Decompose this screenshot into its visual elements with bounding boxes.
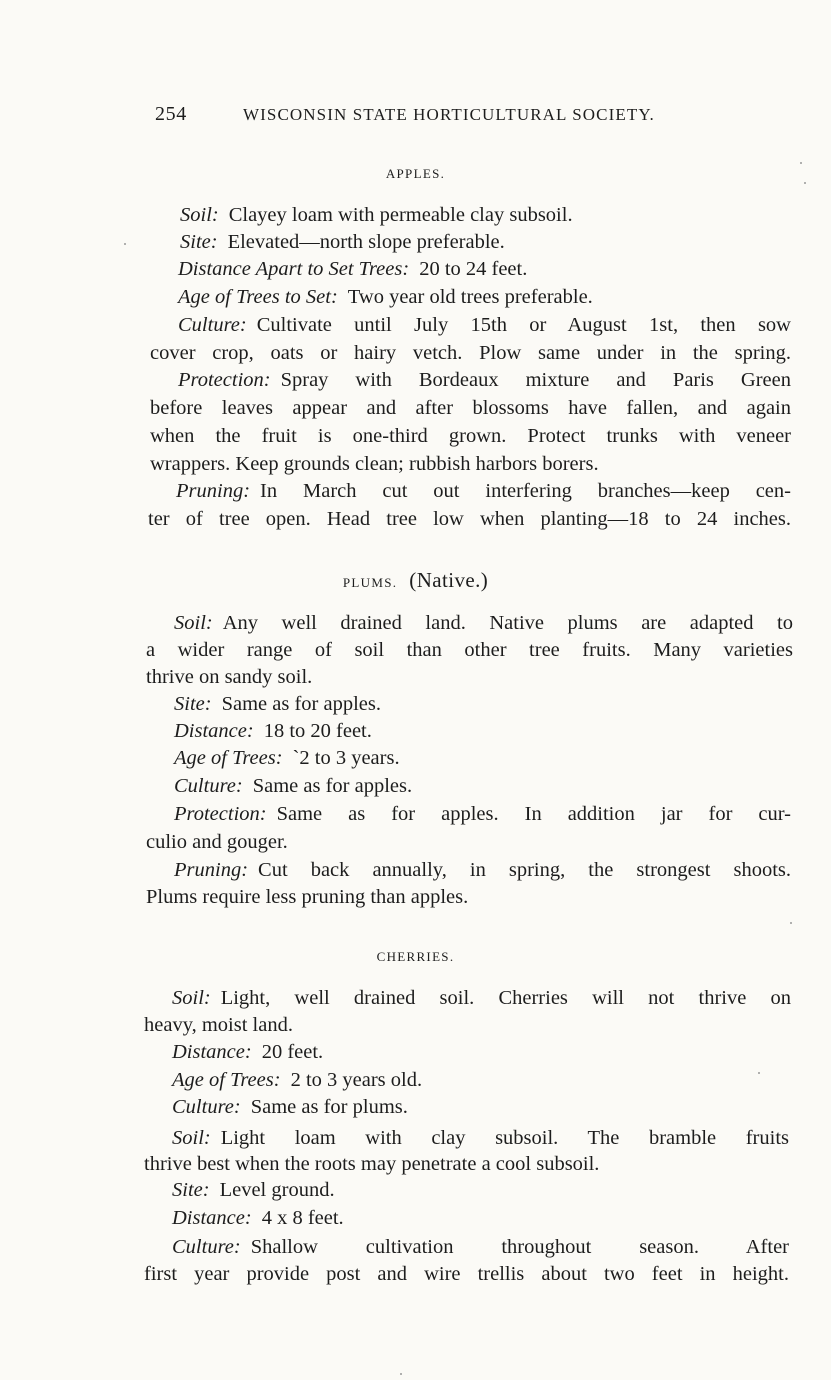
brambles-site	[172, 1177, 335, 1203]
cherries-age-text: 2 to 3 years old.	[290, 1069, 423, 1091]
apples-culture-label: Culture:	[178, 314, 247, 336]
plums-protection-label: Protection:	[174, 803, 267, 825]
plums-soil-line1: Any well drained land. Native plums are adapted to	[222, 612, 793, 634]
apples-culture-line2: cover crop, oats or hairy vetch. Plow same under in the spring.	[150, 342, 791, 364]
cherries-age	[172, 1067, 422, 1093]
brambles-soil-line2: thrive best when the roots may penetrate a cool subsoil.	[144, 1153, 600, 1175]
apples-pruning-label: Pruning:	[176, 480, 251, 502]
plums-pruning	[174, 857, 791, 883]
scan-speck	[800, 162, 802, 164]
apples-culture-line1: Cultivate until July 15th or August 1st, then sow	[256, 314, 791, 336]
apples-site-text: Elevated—north slope preferable.	[227, 231, 505, 253]
scan-speck	[758, 1072, 760, 1074]
apples-soil	[180, 202, 573, 228]
plums-culture-label: Culture:	[174, 775, 243, 797]
apples-age	[178, 284, 593, 310]
plums-site-label: Site:	[174, 693, 212, 715]
apples-pruning-line2: ter of tree open. Head tree low when planting—18 to 24 inches.	[148, 508, 791, 530]
apples-soil-label: Soil:	[180, 204, 219, 226]
apples-distance-text: 20 to 24 feet.	[419, 258, 528, 280]
plums-age	[174, 745, 400, 771]
apples-protection-line1: Spray with Bordeaux mixture and Paris Green	[280, 369, 791, 391]
brambles-distance-label: Distance:	[172, 1207, 252, 1229]
cherries-distance-text: 20 feet.	[261, 1041, 324, 1063]
apples-site	[180, 229, 505, 255]
plums-title: PLUMS.	[342, 575, 398, 590]
plums-soil-line3: thrive on sandy soil.	[146, 666, 313, 688]
scan-speck	[804, 182, 806, 184]
cherries-soil	[172, 985, 791, 1011]
plums-distance	[174, 718, 372, 744]
brambles-distance-text: 4 x 8 feet.	[261, 1207, 344, 1229]
scan-speck	[400, 1373, 402, 1375]
brambles-culture	[172, 1234, 789, 1260]
plums-distance-label: Distance:	[174, 720, 254, 742]
plums-protection-line1: Same as for apples. In addition jar for cur-	[276, 803, 791, 825]
brambles-soil-label: Soil:	[172, 1127, 211, 1149]
plums-protection-line2: culio and gouger.	[146, 831, 288, 853]
plums-protection	[174, 801, 791, 827]
apples-pruning	[176, 478, 791, 504]
apples-age-label: Age of Trees to Set:	[178, 286, 338, 308]
cherries-distance	[172, 1039, 323, 1065]
brambles-culture-line2: first year provide post and wire trellis about two feet in height.	[144, 1263, 789, 1285]
apples-protection-line3: when the fruit is one-third grown. Protect trunks with veneer	[150, 425, 791, 447]
plums-heading	[0, 568, 831, 593]
page-number: 254	[155, 103, 187, 125]
brambles-site-label: Site:	[172, 1179, 210, 1201]
apples-culture	[178, 312, 791, 338]
cherries-culture	[172, 1094, 408, 1120]
plums-soil-line2: a wider range of soil than other tree fruits. Many varieties	[146, 639, 793, 661]
plums-site-text: Same as for apples.	[221, 693, 381, 715]
apples-site-label: Site:	[180, 231, 218, 253]
brambles-culture-label: Culture:	[172, 1236, 241, 1258]
plums-culture-text: Same as for apples.	[252, 775, 413, 797]
plums-age-text: `2 to 3 years.	[292, 747, 400, 769]
plums-pruning-line1: Cut back annually, in spring, the strongest shoots.	[258, 859, 791, 881]
plums-soil	[174, 610, 793, 636]
cherries-heading: CHERRIES.	[376, 949, 455, 964]
apples-protection	[178, 367, 791, 393]
brambles-culture-line1: Shallow cultivation throughout season. After	[250, 1236, 789, 1258]
brambles-soil-line1: Light loam with clay subsoil. The bramble fruits	[220, 1127, 789, 1149]
running-title: WISCONSIN STATE HORTICULTURAL SOCIETY.	[243, 105, 655, 124]
apples-protection-label: Protection:	[178, 369, 271, 391]
apples-soil-text: Clayey loam with permeable clay subsoil.	[228, 204, 573, 226]
apples-protection-line2: before leaves appear and after blossoms have fallen, and again	[150, 397, 791, 419]
plums-pruning-label: Pruning:	[174, 859, 249, 881]
brambles-distance	[172, 1205, 344, 1231]
plums-pruning-line2: Plums require less pruning than apples.	[146, 886, 469, 908]
cherries-culture-text: Same as for plums.	[250, 1096, 408, 1118]
plums-soil-label: Soil:	[174, 612, 213, 634]
apples-distance-label: Distance Apart to Set Trees:	[178, 258, 410, 280]
apples-pruning-line1: In March cut out interfering branches—keep cen-	[260, 480, 791, 502]
cherries-age-label: Age of Trees:	[172, 1069, 281, 1091]
scan-speck	[124, 243, 126, 245]
cherries-soil-line1: Light, well drained soil. Cherries will not thrive on	[220, 987, 791, 1009]
cherries-soil-label: Soil:	[172, 987, 211, 1009]
cherries-distance-label: Distance:	[172, 1041, 252, 1063]
scan-speck	[790, 922, 792, 924]
plums-site	[174, 691, 381, 717]
brambles-soil	[172, 1125, 789, 1151]
apples-age-text: Two year old trees preferable.	[347, 286, 593, 308]
cherries-soil-line2: heavy, moist land.	[144, 1014, 293, 1036]
plums-distance-text: 18 to 20 feet.	[263, 720, 372, 742]
cherries-culture-label: Culture:	[172, 1096, 241, 1118]
plums-subtitle: (Native.)	[409, 568, 489, 592]
brambles-site-text: Level ground.	[219, 1179, 335, 1201]
apples-protection-line4: wrappers. Keep grounds clean; rubbish harbors borers.	[150, 453, 599, 475]
plums-age-label: Age of Trees:	[174, 747, 283, 769]
plums-culture	[174, 773, 412, 799]
apples-distance	[178, 256, 527, 282]
apples-heading: APPLES.	[385, 166, 446, 181]
